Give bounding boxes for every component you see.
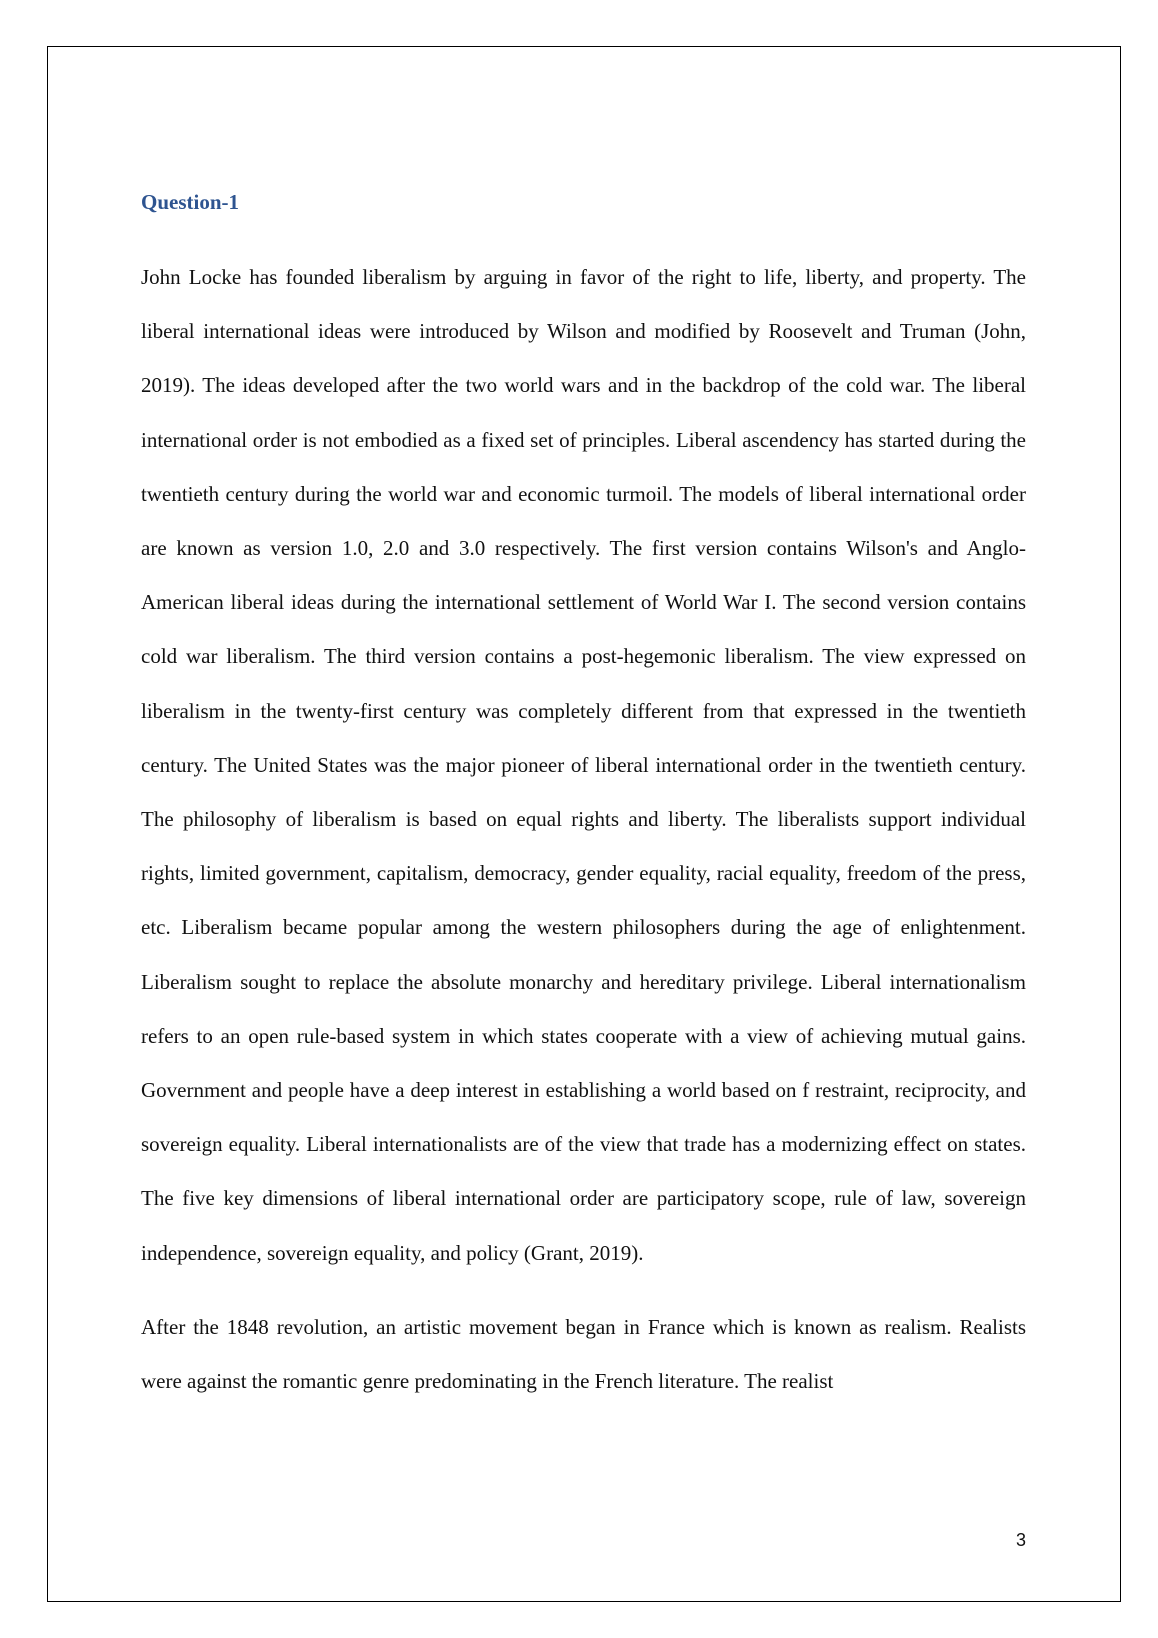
document-body [141,182,1026,1428]
paragraph-realism: After the 1848 revolution, an artistic movement began in France which is known as realism. Realists were against the romantic genre predominating in the French literature. The realist [141,1314,1026,1394]
page-number: 3 [1015,1530,1026,1550]
question-heading: Question-1 [141,190,240,214]
paragraph-liberalism: John Locke has founded liberalism by arguing in favor of the right to life, liberty, and property. The liberal international ideas were introduced by Wilson and modified by Roosevelt and Truman (John, 2019). The ideas developed after the two world wars and in the backdrop of the cold war. The liberal international order is not embodied as a fixed set of principles. Liberal ascendency has started during the twentieth century during the world war and economic turmoil. The models of liberal international order are known as version 1.0, 2.0 and 3.0 respectively. The first version contains Wilson's and Anglo-American liberal ideas during the international settlement of World War I. The second version contains cold war liberalism. The third version contains a post-hegemonic liberalism. The view expressed on liberalism in the twenty-first century was completely different from that expressed in the twentieth century. The United States was the major pioneer of liberal international order in the twentieth century. The philosophy of liberalism is based on equal rights and liberty. The liberalists support individual rights, limited government, capitalism, democracy, gender equality, racial equality, freedom of the press, etc. Liberalism became popular among the western philosophers during the age of enlightenment. Liberalism sought to replace the absolute monarchy and hereditary privilege. Liberal internationalism refers to an open rule-based system in which states cooperate with a view of achieving mutual gains. Government and people have a deep interest in establishing a world based on f restraint, reciprocity, and sovereign equality. Liberal internationalists are of the view that trade has a modernizing effect on states. The five key dimensions of liberal international order are participatory scope, rule of law, sovereign independence, sovereign equality, and policy (Grant, 2019). [141,265,1026,1265]
